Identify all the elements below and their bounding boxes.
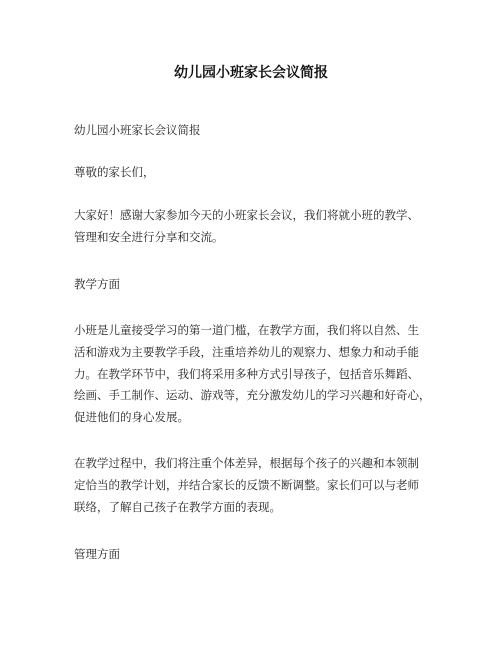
teaching-para1-line: 绘画、手工制作、运动、游戏等，充分激发幼儿的学习兴趣和好奇心， bbox=[74, 388, 431, 402]
teaching-para1-line: 促进他们的身心发展。 bbox=[74, 410, 189, 424]
document-subtitle: 幼儿园小班家长会议简报 bbox=[74, 123, 201, 137]
intro-line: 管理和安全进行分享和交流。 bbox=[74, 230, 224, 244]
section-heading-management: 管理方面 bbox=[74, 547, 120, 561]
intro-line: 大家好！感谢大家参加今天的小班家长会议，我们将就小班的教学、 bbox=[74, 208, 419, 222]
section-heading-teaching: 教学方面 bbox=[74, 277, 120, 291]
teaching-para2-line: 定恰当的教学计划，并结合家长的反馈不断调整。家长们可以与老师 bbox=[74, 478, 419, 492]
document-title: 幼儿园小班家长会议简报 bbox=[174, 65, 328, 81]
teaching-para1-line: 活和游戏为主要教学手段，注重培养幼儿的观察力、想象力和动手能 bbox=[74, 345, 419, 359]
teaching-para1-line: 小班是儿童接受学习的第一道门槛，在教学方面，我们将以自然、生 bbox=[74, 323, 419, 337]
teaching-para2-line: 联络，了解自己孩子在教学方面的表现。 bbox=[74, 500, 281, 514]
teaching-para2-line: 在教学过程中，我们将注重个体差异，根据每个孩子的兴趣和本领制 bbox=[74, 456, 419, 470]
greeting: 尊敬的家长们， bbox=[74, 165, 155, 179]
teaching-para1-line: 力。在教学环节中，我们将采用多种方式引导孩子，包括音乐舞蹈、 bbox=[74, 367, 419, 381]
